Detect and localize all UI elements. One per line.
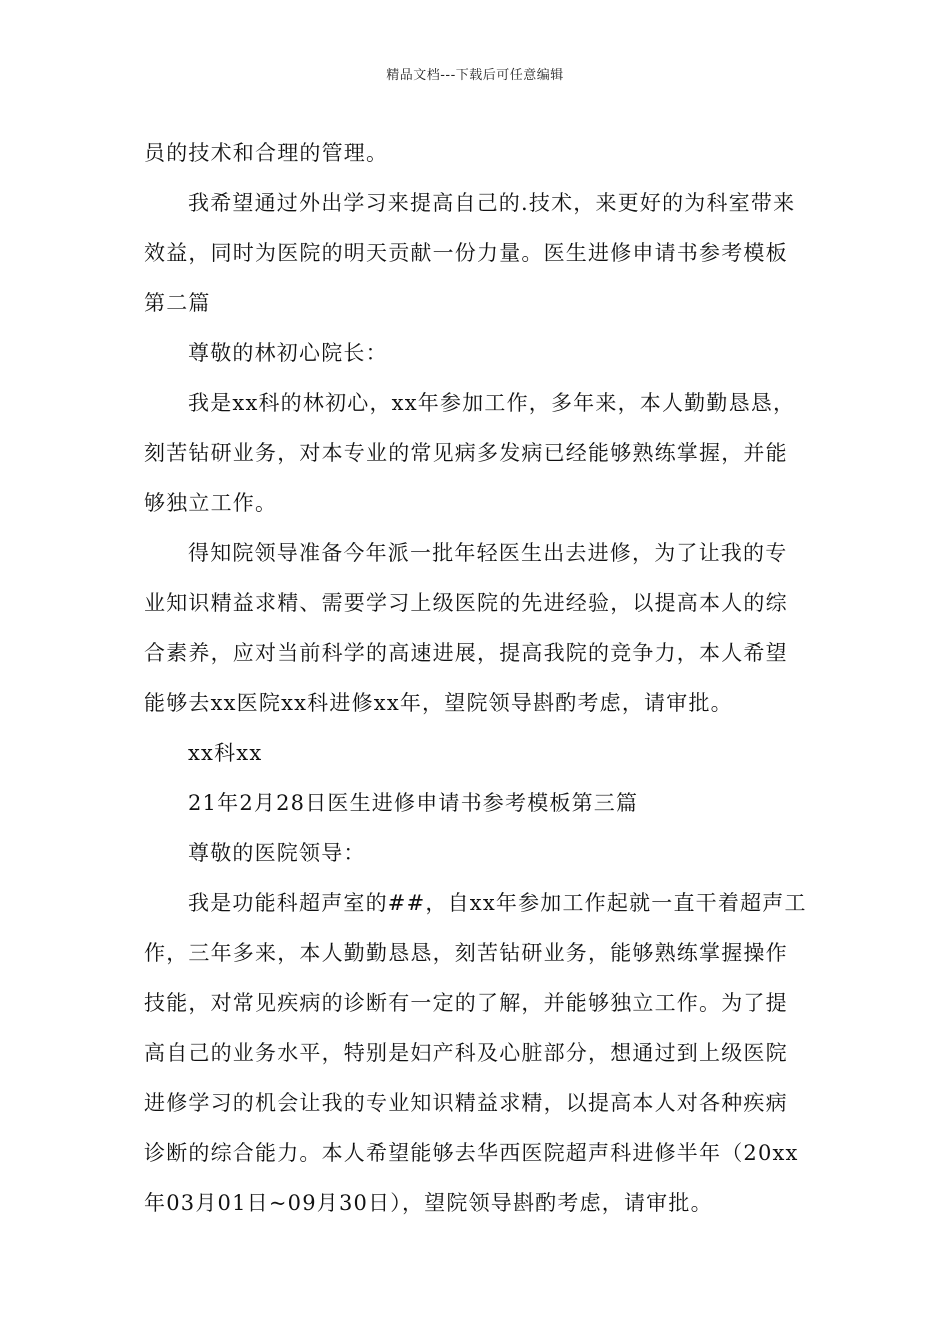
paragraph: 我希望通过外出学习来提高自己的.技术，来更好的为科室带来效益，同时为医院的明天贡献一份力量。医生进修申请书参考模板第二篇 [144, 191, 796, 315]
paragraph: 我是功能科超声室的##，自xx年参加工作起就一直干着超声工作，三年多来，本人勤勤恳恳，刻苦钻研业务，能够熟练掌握操作技能，对常见疾病的诊断有一定的了解，并能够独立工作。为了提高自己的业务水平，特别是妇产科及心脏部分，想通过到上级医院进修学习的机会让我的专业知识精益求精，以提高本人对各种疾病诊断的综合能力。本人希望能够去华西医院超声科进修半年（20xx年03月01日~09月30日），望院领导斟酌考虑，请审批。 [144, 891, 807, 1215]
salutation: 尊敬的医院领导： [188, 841, 366, 865]
document-body [144, 128, 808, 1228]
paragraph: 得知院领导准备今年派一批年轻医生出去进修，为了让我的专业知识精益求精、需要学习上级医院的先进经验，以提高本人的综合素养，应对当前科学的高速进展，提高我院的竞争力，本人希望能够去xx医院xx科进修xx年，望院领导斟酌考虑，请审批。 [144, 541, 788, 715]
date-and-section-title: 21年2月28日医生进修申请书参考模板第三篇 [188, 791, 639, 815]
salutation: 尊敬的林初心院长： [188, 341, 388, 365]
signature: xx科xx [188, 741, 263, 765]
page-header: 精品文档---下载后可任意编辑 [386, 68, 564, 83]
paragraph-continuation: 员的技术和合理的管理。 [144, 141, 389, 165]
paragraph: 我是xx科的林初心，xx年参加工作，多年来，本人勤勤恳恳，刻苦钻研业务，对本专业的常见病多发病已经能够熟练掌握，并能够独立工作。 [144, 391, 796, 515]
